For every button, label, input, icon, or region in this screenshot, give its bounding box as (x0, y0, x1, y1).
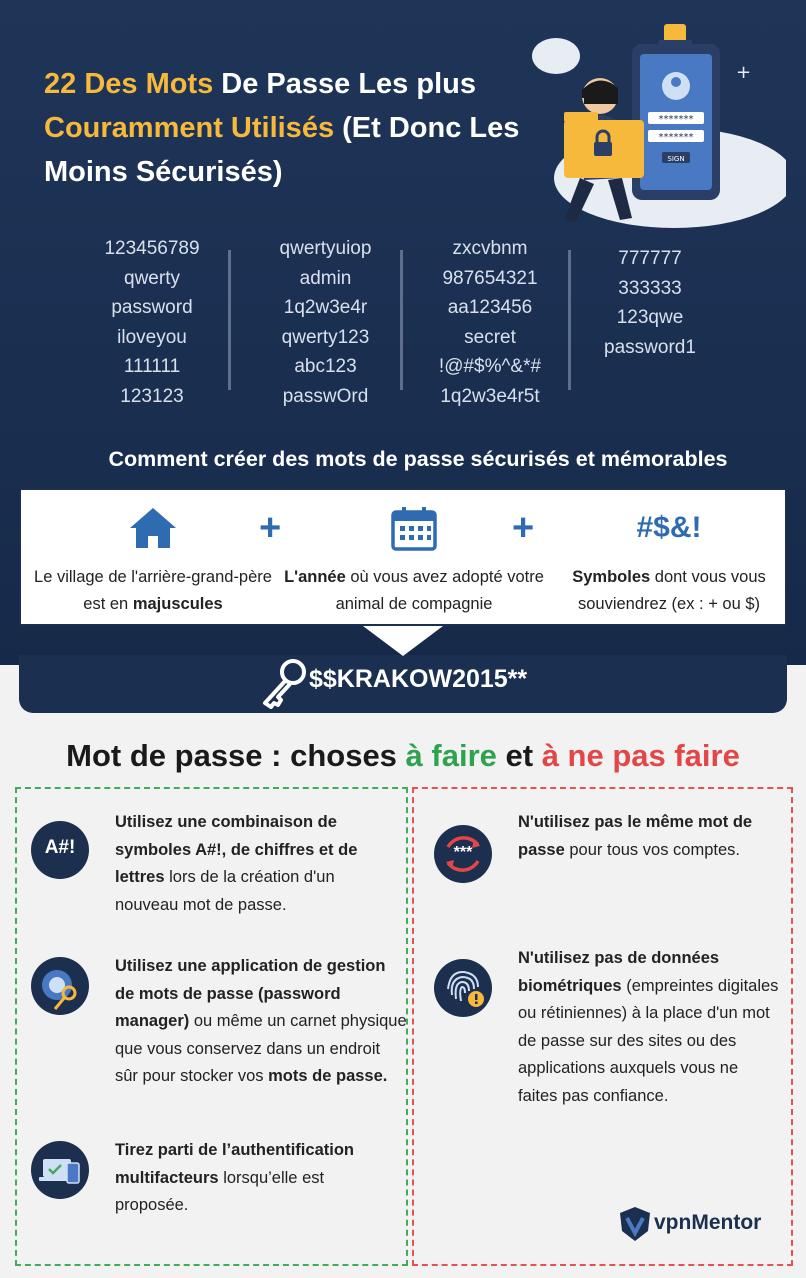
item-text-segment: Tirez parti de l’authentification multifacteurs (115, 1141, 354, 1187)
common-password: qwertyuiop (279, 238, 372, 259)
item-text-segment: Utilisez une application de gestion de mots de passe (password manager) (115, 957, 386, 1030)
dont-item (518, 945, 780, 1110)
item-text-segment: N'utilisez pas le même mot de passe (518, 813, 753, 859)
result-banner (19, 655, 787, 713)
password-mask-1: ******* (658, 114, 694, 125)
house-icon (128, 504, 178, 561)
column-divider (568, 250, 571, 390)
shield-icon (618, 1205, 652, 1243)
title-part: (Et Donc Les Moins Sécurisés) (44, 112, 520, 188)
reuse-password-icon: *** (434, 825, 492, 883)
sign-label: SIGN (667, 155, 685, 163)
recipe-box (19, 488, 787, 626)
item-text-segment: ou même un carnet physique que vous conservez dans un endroit sûr pour stocker vos (115, 1012, 407, 1085)
common-password: secret (464, 326, 516, 348)
example-password: $$KRAKOW2015** (309, 665, 528, 693)
key-icon (259, 657, 309, 714)
brand-name: vpnMentor (654, 1211, 762, 1234)
common-password: 111111 (123, 356, 181, 377)
password-column-4 (590, 244, 710, 362)
common-password: passwOrd (282, 385, 369, 407)
dont-item (518, 809, 780, 864)
hacker-illustration (524, 8, 786, 230)
dont-list (412, 787, 793, 1266)
common-password: iloveyou (117, 326, 187, 348)
common-password: 987654321 (442, 267, 538, 289)
do-list (15, 787, 408, 1266)
page-title (44, 62, 524, 194)
item-text-segment: Utilisez une combinaison de symboles A#!, de chiffres et de lettres (115, 813, 358, 886)
title-part: 22 Des Mots (44, 68, 214, 100)
do-item (115, 1137, 395, 1220)
common-password: qwerty123 (281, 326, 370, 348)
password-manager-icon (31, 957, 89, 1015)
common-password: password1 (604, 336, 696, 358)
common-password: 1q2w3e4r5t (440, 385, 540, 407)
common-password: !@#$%^&*# (438, 356, 542, 377)
title-part: Couramment Utilisés (44, 112, 335, 144)
column-divider (400, 250, 403, 390)
common-password: 123qwe (616, 307, 684, 328)
do-item (115, 809, 395, 919)
common-passwords (0, 234, 806, 414)
common-password: zxcvbnm (452, 238, 528, 259)
common-password: aa123456 (447, 297, 533, 318)
common-password: 1q2w3e4r (283, 297, 368, 318)
fingerprint-icon (434, 959, 492, 1017)
svg-text:+: + (736, 62, 752, 83)
item-text-segment: lors de la création d'un nouveau mot de passe. (115, 868, 335, 914)
recipe-text-year: L'année où vous avez adopté votre animal de compagnie (284, 568, 544, 613)
common-password: password (111, 297, 193, 318)
recipe-text-village: Le village de l'arrière-grand-père est en majuscules (34, 568, 272, 613)
common-password: abc123 (294, 356, 357, 377)
item-text-segment: mots de passe. (268, 1067, 388, 1085)
password-column-2 (258, 234, 393, 411)
title-part: De Passe Les plus (213, 68, 476, 100)
item-text-segment: pour tous vos comptes. (564, 840, 740, 859)
item-text-segment: lorsqu’elle est proposée. (115, 1168, 325, 1214)
common-password: qwerty (124, 267, 180, 289)
password-column-3 (420, 234, 560, 411)
common-password: 123123 (120, 385, 184, 407)
common-password: 123456789 (104, 238, 200, 259)
vpnmentor-logo (618, 1205, 788, 1245)
dos-donts-title: Mot de passe : choses à faire et à ne pas faire (66, 738, 740, 773)
recipe-text-symbols: Symboles dont vous vous souviendrez (ex : + ou $) (572, 568, 766, 613)
do-item (115, 953, 407, 1091)
item-text-segment: N'utilisez pas de données biométriques (518, 949, 720, 995)
common-password: 777777 (618, 248, 682, 269)
plus-sign: + (259, 507, 282, 549)
password-column-1 (92, 234, 212, 411)
calendar-icon (390, 504, 438, 561)
multifactor-icon (31, 1141, 89, 1199)
symbols-icon: A#! (31, 821, 89, 879)
plus-sign: + (512, 507, 535, 549)
column-divider (228, 250, 231, 390)
item-text-segment: (empreintes digitales ou rétiniennes) à la place d'un mot de passe sur des sites ou des applications auxquels vous ne faites pas confiance. (518, 976, 779, 1105)
common-password: admin (299, 267, 352, 289)
recipe-heading: Comment créer des mots de passe sécurisés et mémorables (108, 447, 728, 471)
symbols-icon: #$&! (636, 511, 702, 544)
result-arrow (363, 626, 443, 656)
common-password: 333333 (618, 277, 682, 299)
password-mask-2: ******* (658, 132, 694, 143)
